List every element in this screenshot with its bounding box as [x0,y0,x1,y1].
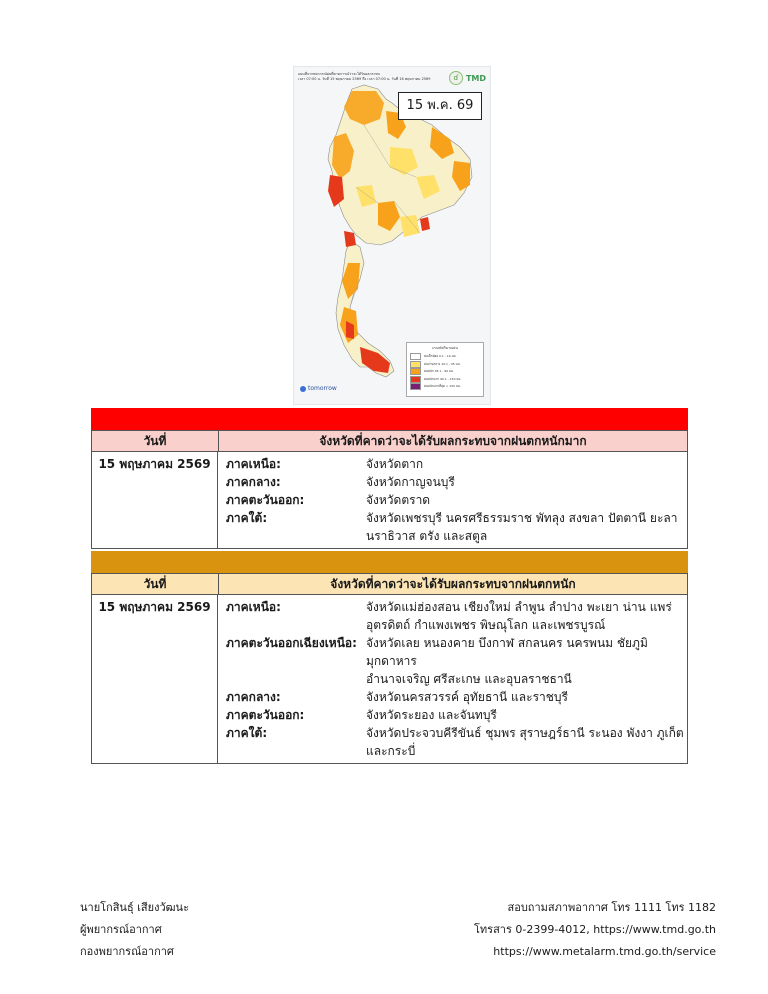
province-text: และกระบี่ [366,744,416,758]
region-label: ภาคกลาง: [226,475,281,489]
legend-swatch [410,383,421,390]
table-row [92,452,687,548]
legend-label: ฝนปานกลาง 10.1 - 35 มม. [424,361,461,366]
forecaster-name: นายโกสินธุ์ เสียงวัฒนะ [80,901,189,914]
province-text: จังหวัดกาญจนบุรี [366,475,455,489]
region-line [226,706,687,724]
heavy-rain-band [91,551,688,573]
province-list [218,595,687,763]
province-text: จังหวัดเลย หนองคาย บึงกาฬ สกลนคร นครพนม ชัยภูมิ [366,636,648,650]
province-text: จังหวัดเพชรบุรี นครศรีธรรมราช พัทลุง สงขลา ปัตตานี ยะลา [366,511,678,525]
legend-swatch [410,368,421,375]
province-text: อุตรดิตถ์ กำแพงเพชร พิษณุโลก และเพชรบูรณ์ [366,618,606,632]
region-label: ภาคตะวันออกเฉียงเหนือ: [226,636,357,650]
region-label: ภาคเหนือ: [226,600,281,614]
very-heavy-table-header [92,431,687,452]
column-date-header: วันที่ [92,431,219,451]
province-text: จังหวัดประจวบคีรีขันธ์ ชุมพร สุราษฎร์ธานี ระนอง พังงา ภูเก็ต [366,726,684,740]
tmd-logo: TMD [465,73,486,83]
province-text: จังหวัดตาก [366,457,424,471]
region-line [226,616,687,634]
region-label: ภาคกลาง: [226,690,281,704]
contact-fax-website: โทรสาร 0-2399-4012, https://www.tmd.go.th [474,923,716,936]
very-heavy-rain-table [91,430,688,549]
legend-swatch [410,376,421,383]
heavy-table-header [92,574,687,595]
province-text: จังหวัดแม่ฮ่องสอน เชียงใหม่ ลำพูน ลำปาง พะเยา น่าน แพร่ [366,600,672,614]
province-text: จังหวัดนครสวรรค์ อุทัยธานี และราชบุรี [366,690,568,704]
legend-item [410,361,480,369]
heavy-rain-table [91,573,688,764]
column-provinces-header: จังหวัดที่คาดว่าจะได้รับผลกระทบจากฝนตกหนักมาก [319,434,587,448]
table-row [92,595,687,763]
map-title-line1: แผนที่จากพยากรณ์ฝนที่คาดการณ์ว่าจะได้รับผลกระทบ [298,72,380,76]
contact-phone: สอบถามสภาพอากาศ โทร 1111 โทร 1182 [507,901,716,914]
very-heavy-rain-band [91,408,688,430]
tomorrow-brand [300,385,337,392]
forecaster-position: ผู้พยากรณ์อากาศ [80,923,162,936]
legend-label: ฝนหนัก 35.1 - 90 มม. [424,369,454,374]
legend-label: ฝนหนักมากที่สุด > 150 มม. [424,384,461,389]
legend-title: เกณฑ์ปริมาณฝน [432,346,458,350]
forecast-map [293,66,491,405]
legend-item [410,383,480,391]
forecaster-signature-block [80,897,189,963]
row-date: 15 พฤษภาคม 2569 [92,595,218,763]
region-label: ภาคใต้: [226,726,268,740]
agency-logo-icon: ɗ [449,71,463,85]
region-line [226,688,687,706]
region-line [226,724,687,742]
province-text-continued: นราธิวาส ตรัง และสตูล [366,529,488,543]
legend-label: ฝนเล็กน้อย 0.1 - 10 มม. [424,354,457,359]
region-label: ภาคตะวันออก: [226,493,305,507]
province-list [218,452,687,548]
tomorrow-logo-icon [300,386,306,392]
region-line [226,491,687,509]
legend-label: ฝนหนักมาก 90.1 - 150 มม. [424,376,462,381]
contact-block [474,897,716,963]
legend-item [410,353,480,361]
row-date: 15 พฤษภาคม 2569 [92,452,218,548]
map-title [298,72,448,82]
legend-swatch [410,353,421,360]
map-date-label: 15 พ.ค. 69 [398,92,482,120]
map-legend [406,342,484,397]
province-text: อำนาจเจริญ ศรีสะเกษ และอุบลราชธานี [366,672,572,686]
region-line [226,652,687,670]
map-title-line2: เวลา 07:00 น. วันที่ 15 พฤษภาคม 2569 ถึง เวลา 07:00 น. วันที่ 16 พฤษภาคม 2569 [298,77,431,81]
map-logos [449,71,486,85]
legend-item [410,368,480,376]
region-line [226,742,687,760]
region-line [226,670,687,688]
region-line [226,634,687,652]
province-text: จังหวัดตราด [366,493,431,507]
tomorrow-brand-text: tomorrow [308,385,337,392]
contact-service-link[interactable]: https://www.metalarm.tmd.go.th/service [493,945,716,958]
region-label: ภาคตะวันออก: [226,708,305,722]
province-text: มุกดาหาร [366,654,417,668]
region-label: ภาคใต้: [226,511,268,525]
legend-swatch [410,361,421,368]
region-line [226,455,687,473]
legend-item [410,376,480,384]
region-line [226,598,687,616]
region-line [226,473,687,491]
column-date-header: วันที่ [92,574,219,594]
region-label: ภาคเหนือ: [226,457,281,471]
province-text: จังหวัดระยอง และจันทบุรี [366,708,497,722]
column-provinces-header: จังหวัดที่คาดว่าจะได้รับผลกระทบจากฝนตกหนัก [330,577,576,591]
forecaster-division: กองพยากรณ์อากาศ [80,945,174,958]
region-line [226,509,687,527]
